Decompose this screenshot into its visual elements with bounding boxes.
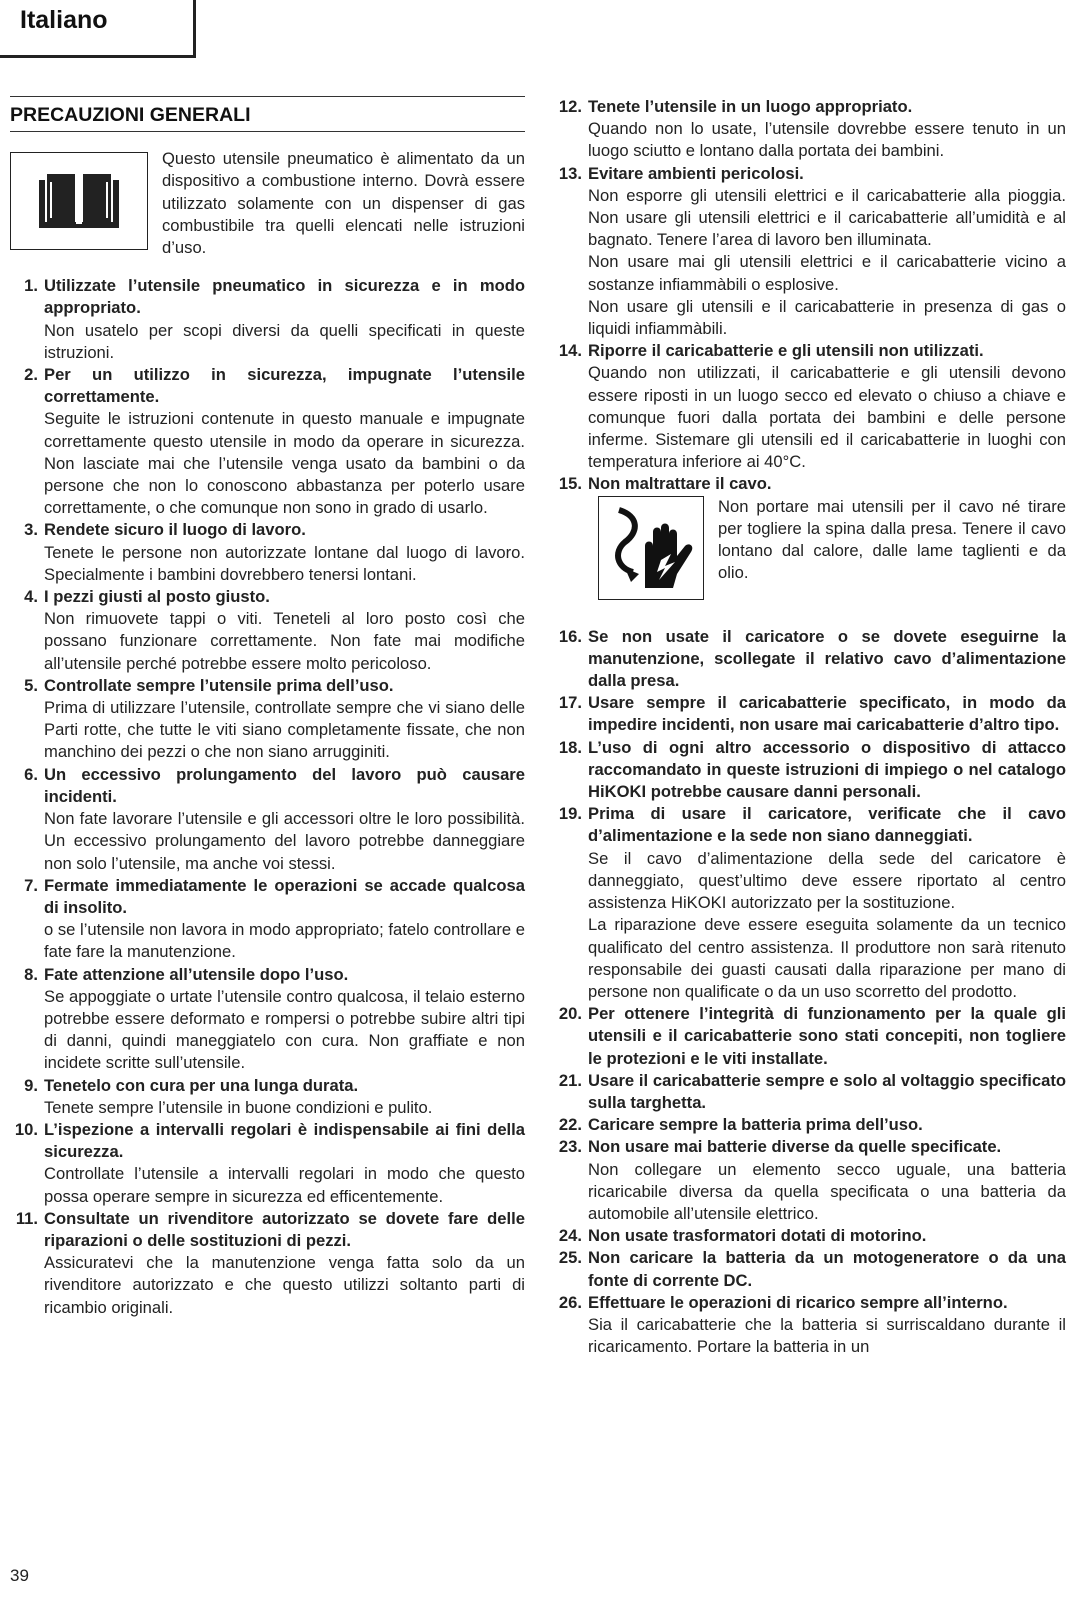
electric-shock-hand-icon	[598, 496, 704, 600]
item-number: 5.	[24, 675, 38, 695]
intro-block	[10, 148, 525, 259]
item-number: 7.	[24, 875, 38, 895]
item-title: Evitare ambienti pericolosi.	[588, 163, 804, 183]
language-label: Italiano	[20, 6, 108, 34]
item-title: Fermate immediatamente le operazioni se accade qualcosa di insolito.	[44, 875, 525, 917]
item-number: 2.	[24, 365, 38, 385]
item-number: 22.	[558, 1115, 582, 1135]
item-title: Non caricare la batteria da un motogeneratore o da una fonte di corrente DC.	[588, 1248, 1066, 1290]
item-title: Usare sempre il caricabatterie specificato, in modo da impedire incidenti, non usare mai caricabatterie d’altro tipo.	[588, 693, 1066, 735]
item-body: Controllate l’utensile a intervalli regolari in modo che questo possa operare sempre in sicurezza ed efficentemente.	[44, 1164, 525, 1206]
item-body: Assicuratevi che la manutenzione venga fatta solo da un rivenditore autorizzato e che questo utilizzi soltanto parti di ricambio originali.	[44, 1253, 525, 1317]
item-body: Tenete le persone non autorizzate lontane dal luogo di lavoro. Specialmente i bambini dovrebbero tenersi lontani.	[44, 542, 525, 584]
item-body: Quando non utilizzati, il caricabatterie e gli utensili devono essere riposti in un luogo secco ed elevato o chiuso a chiave e comunque fuori dalla portata dei bambini e delle persone inferme. Sistemare gli utensili ed il caricabatterie in luoghi con temperatura inferiore ai 40°C.	[588, 363, 1066, 472]
item-number: 26.	[558, 1292, 582, 1312]
list-item	[10, 275, 525, 364]
item-body: Se appoggiate o urtate l’utensile contro qualcosa, il telaio esterno potrebbe essere deformato e rompersi o potrebbe subire altri tipi di danni, quindi maneggiatelo con cura. Non graffiate e non incidete scritte sull’utensile.	[44, 986, 525, 1073]
list-item	[554, 1247, 1066, 1291]
item-number: 15.	[558, 474, 582, 494]
item-number: 8.	[24, 964, 38, 984]
item-title: Utilizzate l’utensile pneumatico in sicurezza e in modo appropriato.	[44, 276, 525, 318]
item-title: Per un utilizzo in sicurezza, impugnate l’utensile correttamente.	[44, 365, 525, 407]
list-item	[554, 692, 1066, 736]
item-title: L’uso di ogni altro accessorio o dispositivo di attacco raccomandato in queste istruzioni di impiego o nel catalogo HiKOKI potrebbe causare danni personali.	[588, 737, 1066, 802]
item-number: 19.	[558, 804, 582, 824]
item-title: Non usare mai batterie diverse da quelle specificate.	[588, 1137, 1002, 1157]
item-number: 24.	[558, 1226, 582, 1246]
right-column	[554, 96, 1066, 1358]
item-title: Riporre il caricabatterie e gli utensili non utilizzati.	[588, 341, 984, 361]
item-number: 10.	[14, 1119, 38, 1139]
item-title: Effettuare le operazioni di ricarico sempre all’interno.	[588, 1292, 1008, 1312]
item-title: Non usate trasformatori dotati di motorino.	[588, 1226, 927, 1246]
item-number: 13.	[558, 163, 582, 183]
item-number: 12.	[558, 97, 582, 116]
item-title: Un eccessivo prolungamento del lavoro può causare incidenti.	[44, 764, 525, 806]
language-tab	[0, 0, 196, 58]
list-item	[554, 163, 1066, 341]
item-title: I pezzi giusti al posto giusto.	[44, 587, 270, 607]
right-item-list-b	[554, 626, 1066, 1359]
item-body: Non rimuovete tappi o viti. Teneteli al loro posto così che possano funzionare correttamente. Non fate mai modifiche all’utensile perché potrebbe essere molto pericoloso.	[44, 609, 525, 673]
item-title: Fate attenzione all’utensile dopo l’uso.	[44, 964, 349, 984]
manual-book-icon	[10, 152, 148, 250]
item-title: Se non usate il caricatore o se dovete eseguirne la manutenzione, scollegate il relativo cavo d’alimentazione dalla presa.	[588, 626, 1066, 691]
item-number: 4.	[24, 587, 38, 607]
item-number: 9.	[24, 1075, 38, 1095]
item-title: Controllate sempre l’utensile prima dell’uso.	[44, 675, 394, 695]
list-item	[10, 964, 525, 1075]
right-item-list-a	[554, 96, 1066, 473]
left-item-list	[10, 275, 525, 1319]
item-body: Non collegare un elemento secco uguale, una batteria ricaricabile diversa da quella specificata o una batteria da automobile all’utensile elettrico.	[588, 1159, 1066, 1223]
item-title: Tenetelo con cura per una lunga durata.	[44, 1075, 359, 1095]
list-item	[10, 519, 525, 586]
list-item	[554, 1225, 1066, 1247]
list-item	[10, 675, 525, 764]
list-item	[10, 764, 525, 875]
item-title: Usare il caricabatterie sempre e solo al voltaggio specificato sulla targhetta.	[588, 1070, 1066, 1112]
item-title: Tenete l’utensile in un luogo appropriato.	[588, 97, 913, 116]
item-title: L’ispezione a intervalli regolari è indispensabile ai fini della sicurezza.	[44, 1119, 525, 1162]
item-15-body	[554, 496, 1066, 604]
item-number: 21.	[558, 1070, 582, 1090]
item-body: Tenete sempre l’utensile in buone condizioni e pulito.	[44, 1097, 433, 1117]
item-body: Non esporre gli utensili elettrici e il caricabatterie alla pioggia. Non usare gli utensili elettrici e il caricabatterie all’umidità e al bagnato. Tenere l’area di lavoro ben illuminata.	[588, 185, 1066, 250]
item-title: Non maltrattare il cavo.	[588, 474, 772, 494]
item-body: Non usare gli utensili e il caricabatterie in presenza di gas o liquidi infiammàbili.	[588, 296, 1066, 339]
item-number: 25.	[558, 1248, 582, 1268]
item-body: Seguite le istruzioni contenute in questo manuale e impugnate correttamente questo utensile in modo da operare in sicurezza. Non lasciate mai che l’utensile venga usato da bambini o da persone che non lo conoscono abbastanza per poterlo usare correttamente, o che comunque non sono in grado di usarlo.	[44, 409, 525, 518]
list-item	[10, 586, 525, 675]
page-number: 39	[10, 1566, 29, 1585]
item-number: 20.	[558, 1004, 582, 1024]
item-body: Prima di utilizzare l’utensile, controllate sempre che vi siano delle Parti rotte, che tutte le viti siano completamente fissate, che non manchino dei pezzi o che non siano arrugginiti.	[44, 698, 525, 762]
item-number: 6.	[24, 764, 38, 784]
item-body: Non fate lavorare l’utensile e gli accessori oltre le loro possibilità. Un eccessivo prolungamento del lavoro potrebbe danneggiare non solo l’utensile, ma anche voi stessi.	[44, 809, 525, 873]
item-number: 18.	[558, 737, 582, 757]
intro-text: Questo utensile pneumatico è alimentato da un dispositivo a combustione interno. Dovrà essere utilizzato solamente con un dispenser di gas combustibile tra quelli elencati nelle istruzioni d’uso.	[162, 149, 525, 258]
item-body: Non usare mai gli utensili elettrici e il caricabatterie vicino a sostanze infiammàbili o esplosive.	[588, 252, 1066, 294]
list-item	[10, 1075, 525, 1119]
list-item	[554, 803, 1066, 1003]
item-number: 17.	[558, 693, 582, 713]
list-item	[10, 1119, 525, 1208]
item-title: Prima di usare il caricatore, verificate che il cavo d’alimentazione e la sede non siano danneggiati.	[588, 804, 1066, 846]
item-body: Non usatelo per scopi diversi da quelli specificati in queste istruzioni.	[44, 320, 525, 362]
list-item	[10, 1208, 525, 1319]
item-number: 11.	[15, 1208, 38, 1228]
list-item	[554, 1292, 1066, 1359]
item-title: Caricare sempre la batteria prima dell’uso.	[588, 1115, 923, 1135]
left-column	[10, 96, 525, 1319]
item-number: 14.	[558, 341, 582, 361]
list-item	[554, 1114, 1066, 1136]
list-item	[554, 96, 1066, 163]
item-body: Se il cavo d’alimentazione della sede del caricatore è danneggiato, quest’ultimo deve essere riportato al centro assistenza HiKOKI autorizzato per la sostituzione.	[588, 848, 1066, 913]
item-title: Consultate un rivenditore autorizzato se dovete fare delle riparazioni o delle sostituzioni di pezzi.	[44, 1208, 525, 1250]
item-15-text: Non portare mai utensili per il cavo né tirare per togliere la spina dalla presa. Tenere il cavo lontano dal calore, dalle lame taglienti e da olio.	[718, 496, 1066, 583]
list-item	[554, 340, 1066, 473]
list-item	[10, 364, 525, 519]
list-item-15	[554, 473, 1066, 495]
item-body: o se l’utensile non lavora in modo appropriato; fatelo controllare e fate fare la manutenzione.	[44, 920, 525, 962]
list-item	[554, 626, 1066, 693]
item-number: 23.	[558, 1137, 582, 1157]
item-body: La riparazione deve essere eseguita solamente da un tecnico qualificato del centro assistenza. Il produttore non sarà ritenuto responsabile dei guasti causati dalla riparazione per mano di persone non qualificate o da un uso scorretto del prodotto.	[588, 915, 1066, 1001]
item-number: 3.	[24, 520, 38, 540]
item-number: 1.	[24, 276, 38, 296]
list-item	[554, 1136, 1066, 1225]
item-body: Quando non lo usate, l’utensile dovrebbe essere tenuto in un luogo sciutto e lontano dalla portata dei bambini.	[588, 119, 1066, 161]
list-item	[554, 1070, 1066, 1114]
list-item	[10, 875, 525, 964]
list-item	[554, 737, 1066, 804]
item-title: Per ottenere l’integrità di funzionamento per la quale gli utensili e il caricabatterie sono stati concepiti, non togliere le protezioni e le viti installate.	[588, 1004, 1066, 1068]
section-title: PRECAUZIONI GENERALI	[10, 96, 525, 132]
item-body: Sia il caricabatterie che la batteria si surriscaldano durante il ricaricamento. Portare la batteria in un	[588, 1314, 1066, 1357]
list-item	[554, 1003, 1066, 1070]
item-title: Rendete sicuro il luogo di lavoro.	[44, 520, 306, 540]
item-number: 16.	[558, 626, 582, 646]
